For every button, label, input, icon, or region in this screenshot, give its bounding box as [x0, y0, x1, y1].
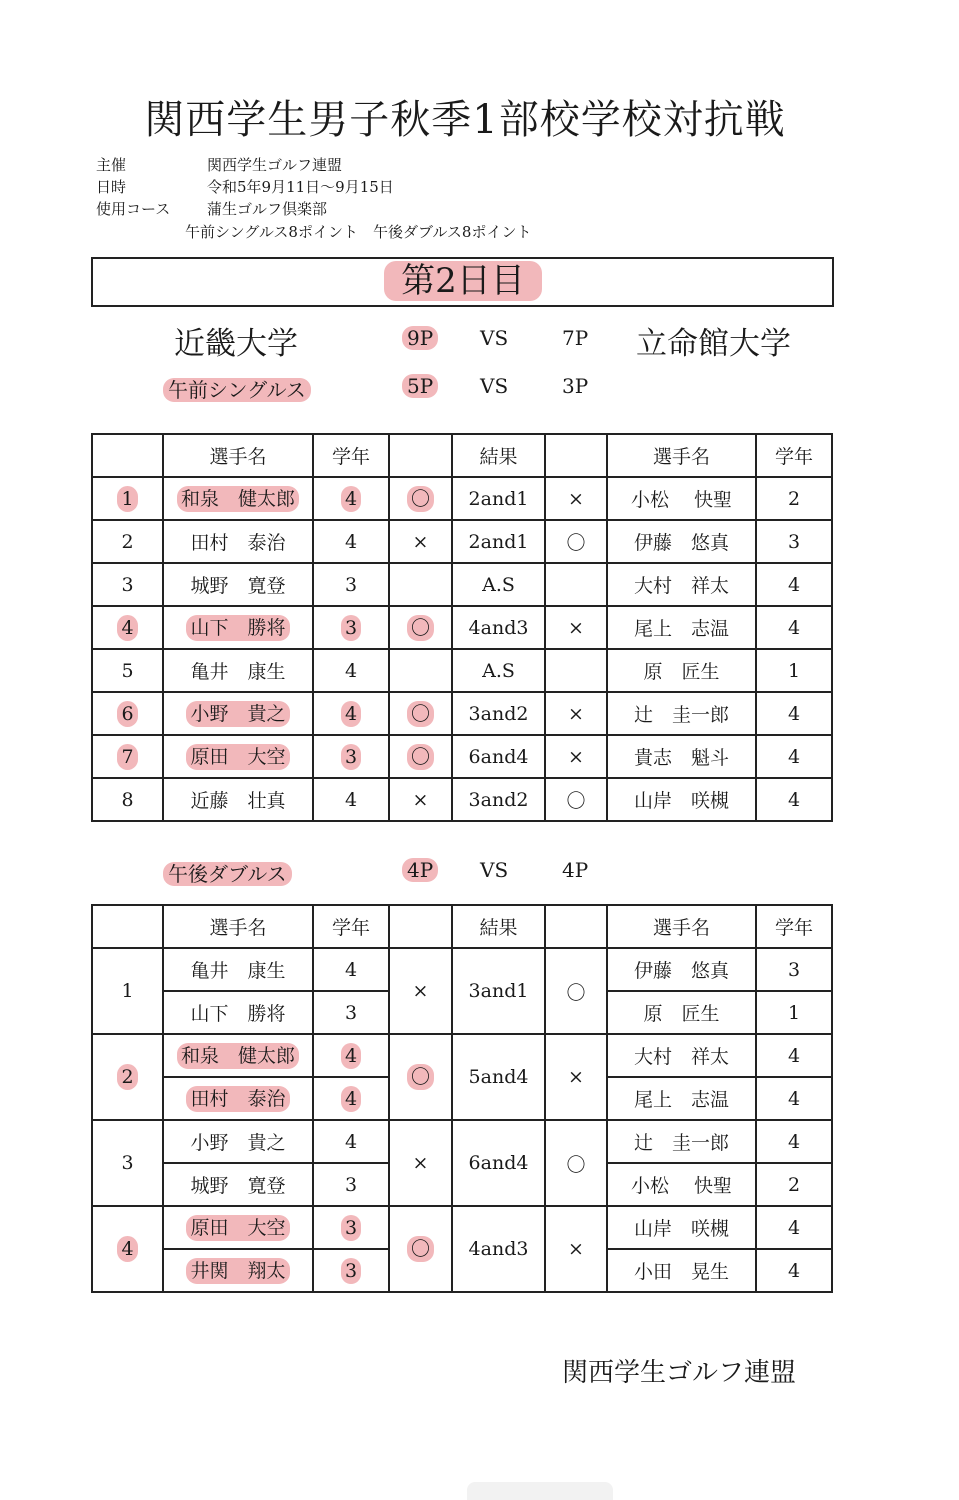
match-number: [92, 477, 163, 520]
team-a-total-score: 9P: [402, 326, 438, 350]
match-result: A.S: [452, 649, 545, 692]
pair-a-result-mark: ×: [389, 1120, 452, 1206]
player-b-grade: 4: [756, 606, 832, 649]
pair-a-result-mark: ×: [389, 948, 452, 1034]
player-b-grade: 4: [756, 563, 832, 606]
pair-a-result-mark-highlight: 〇: [407, 1064, 434, 1090]
doubles-score-b: 4P: [562, 858, 589, 882]
match-result: 3and2: [452, 778, 545, 821]
player-a1-grade: 4: [313, 1120, 389, 1163]
table-header-row: [92, 905, 832, 948]
player-b-name: 尾上 志温: [607, 606, 756, 649]
player-a-name: 亀井 康生: [163, 649, 313, 692]
pair-number: [92, 1034, 163, 1120]
player-a-name: [163, 735, 313, 778]
singles-label: 午前シングルス: [163, 378, 311, 402]
player-b-result-mark: ×: [545, 692, 607, 735]
player-a1-grade-highlight: 3: [341, 1215, 361, 1241]
pair-a-result-mark: [389, 1034, 452, 1120]
match-number-highlight: 7: [117, 744, 137, 770]
player-b-grade: 3: [756, 520, 832, 563]
player-a-result-mark: ×: [389, 520, 452, 563]
player-a1-name: 亀井 康生: [163, 948, 313, 991]
info-label-date: 日時: [96, 178, 127, 196]
player-a-name-highlight: 小野 貴之: [186, 701, 289, 727]
pair-number-highlight: 2: [117, 1064, 137, 1090]
info-value-organizer: 関西学生ゴルフ連盟: [207, 156, 343, 174]
info-label-organizer: 主催: [96, 156, 127, 174]
match-number: [92, 692, 163, 735]
player-b1-name: 伊藤 悠真: [607, 948, 756, 991]
match-number: 5: [92, 649, 163, 692]
player-b1-grade: 4: [756, 1034, 832, 1077]
player-a2-grade: [313, 1077, 389, 1120]
player-b-result-mark: ×: [545, 477, 607, 520]
match-result: 6and4: [452, 1120, 545, 1206]
pair-a-result-mark-highlight: 〇: [407, 1236, 434, 1262]
player-a-result-mark: [389, 563, 452, 606]
player-a-grade-highlight: 4: [341, 701, 361, 727]
page-title: 関西学生男子秋季1部校学校対抗戦: [144, 97, 786, 143]
match-result: 2and1: [452, 477, 545, 520]
player-a-result-mark: [389, 692, 452, 735]
doubles-table: [91, 904, 833, 1293]
footer-organizer: 関西学生ゴルフ連盟: [562, 1358, 797, 1388]
info-label-course: 使用コース: [96, 200, 171, 218]
table-row: [92, 1206, 832, 1249]
match-number: 2: [92, 520, 163, 563]
player-a2-name: [163, 1077, 313, 1120]
match-vs: VS: [480, 326, 509, 350]
player-b2-grade: 1: [756, 991, 832, 1034]
column-header: 学年: [756, 905, 832, 948]
column-header: [92, 434, 163, 477]
table-row: [92, 1034, 832, 1077]
column-header: [389, 434, 452, 477]
player-a2-grade: [313, 1249, 389, 1292]
table-row: [92, 649, 832, 692]
singles-vs: VS: [480, 374, 509, 398]
player-a2-name-highlight: 井関 翔太: [186, 1258, 289, 1284]
player-b-name: 貴志 魁斗: [607, 735, 756, 778]
player-a-grade-highlight: 3: [341, 744, 361, 770]
match-result: A.S: [452, 563, 545, 606]
table-header-row: [92, 434, 832, 477]
player-b-result-mark: ×: [545, 606, 607, 649]
player-a-result-mark-highlight: 〇: [407, 615, 434, 641]
table-row: [92, 563, 832, 606]
player-b-result-mark: ×: [545, 735, 607, 778]
table-row: [92, 948, 832, 991]
player-b1-grade: 4: [756, 1120, 832, 1163]
player-b2-grade: 4: [756, 1249, 832, 1292]
column-header: 選手名: [607, 905, 756, 948]
player-a1-grade: [313, 1034, 389, 1077]
column-header: 選手名: [607, 434, 756, 477]
pair-number: [92, 1206, 163, 1292]
format-line: 午前シングルス8ポイント 午後ダブルス8ポイント: [185, 223, 532, 241]
team-a-name: 近畿大学: [174, 326, 298, 362]
player-a-grade-highlight: 4: [341, 486, 361, 512]
player-b-result-mark: [545, 649, 607, 692]
column-header: 学年: [313, 434, 389, 477]
pair-b-result-mark: 〇: [545, 1120, 607, 1206]
info-value-course: 蒲生ゴルフ倶楽部: [207, 200, 328, 218]
player-a2-grade-highlight: 4: [341, 1086, 361, 1112]
player-b-grade: 1: [756, 649, 832, 692]
player-a-grade-highlight: 3: [341, 615, 361, 641]
pair-b-result-mark: ×: [545, 1034, 607, 1120]
player-a-result-mark: ×: [389, 778, 452, 821]
column-header: 結果: [452, 434, 545, 477]
player-a-result-mark: [389, 735, 452, 778]
player-b-grade: 2: [756, 477, 832, 520]
player-b-name: 辻 圭一郎: [607, 692, 756, 735]
player-a1-grade-highlight: 4: [341, 1043, 361, 1069]
column-header: [389, 905, 452, 948]
player-a-name-highlight: 山下 勝将: [186, 615, 289, 641]
player-a-grade: [313, 477, 389, 520]
column-header: 選手名: [163, 434, 313, 477]
player-a-name-highlight: 原田 大空: [186, 744, 289, 770]
player-a-grade: 4: [313, 649, 389, 692]
player-b-grade: 4: [756, 692, 832, 735]
player-a1-name-highlight: 原田 大空: [186, 1215, 289, 1241]
player-a-grade: 3: [313, 563, 389, 606]
player-a-grade: 4: [313, 520, 389, 563]
player-b-name: 大村 祥太: [607, 563, 756, 606]
player-a2-grade: 3: [313, 991, 389, 1034]
doubles-label: 午後ダブルス: [163, 862, 292, 886]
match-result: 3and2: [452, 692, 545, 735]
player-a2-grade: 3: [313, 1163, 389, 1206]
player-b1-name: 山岸 咲槻: [607, 1206, 756, 1249]
pair-b-result-mark: ×: [545, 1206, 607, 1292]
player-a-result-mark: [389, 606, 452, 649]
table-row: [92, 1120, 832, 1163]
column-header: 選手名: [163, 905, 313, 948]
match-number-highlight: 1: [117, 486, 137, 512]
player-a-name: 近藤 壮真: [163, 778, 313, 821]
column-header: [545, 434, 607, 477]
column-header: 結果: [452, 905, 545, 948]
player-a1-name: 小野 貴之: [163, 1120, 313, 1163]
player-a-name: [163, 692, 313, 735]
match-result: 4and3: [452, 1206, 545, 1292]
player-a-grade: [313, 606, 389, 649]
player-a-result-mark-highlight: 〇: [407, 701, 434, 727]
player-a2-name: 城野 寛登: [163, 1163, 313, 1206]
pair-b-result-mark: 〇: [545, 948, 607, 1034]
player-a2-name: 山下 勝将: [163, 991, 313, 1034]
match-result: 5and4: [452, 1034, 545, 1120]
player-a2-name-highlight: 田村 泰治: [186, 1086, 289, 1112]
column-header: [545, 905, 607, 948]
player-b-grade: 4: [756, 778, 832, 821]
match-number: [92, 735, 163, 778]
player-b-result-mark: 〇: [545, 520, 607, 563]
scroll-handle[interactable]: [467, 1482, 613, 1500]
player-a-result-mark-highlight: 〇: [407, 486, 434, 512]
player-b-grade: 4: [756, 735, 832, 778]
player-a1-name-highlight: 和泉 健太郎: [177, 1043, 299, 1069]
column-header: 学年: [313, 905, 389, 948]
column-header: [92, 905, 163, 948]
player-b-name: 原 匠生: [607, 649, 756, 692]
player-b2-grade: 4: [756, 1077, 832, 1120]
pair-number: 1: [92, 948, 163, 1034]
pair-number-highlight: 4: [117, 1236, 137, 1262]
player-b-name: 小松 快聖: [607, 477, 756, 520]
team-b-total-score: 7P: [562, 326, 589, 350]
player-a1-grade: 4: [313, 948, 389, 991]
player-a-grade: [313, 735, 389, 778]
player-a-name: 田村 泰治: [163, 520, 313, 563]
match-result: 2and1: [452, 520, 545, 563]
player-b-result-mark: [545, 563, 607, 606]
match-number-highlight: 6: [117, 701, 137, 727]
match-result: 4and3: [452, 606, 545, 649]
player-a-grade: [313, 692, 389, 735]
player-a1-name: [163, 1206, 313, 1249]
match-result: 6and4: [452, 735, 545, 778]
match-number-highlight: 4: [117, 615, 137, 641]
table-row: [92, 692, 832, 735]
player-b1-name: 大村 祥太: [607, 1034, 756, 1077]
doubles-vs: VS: [480, 858, 509, 882]
player-a1-name: [163, 1034, 313, 1077]
pair-a-result-mark: [389, 1206, 452, 1292]
pair-number: 3: [92, 1120, 163, 1206]
match-number: [92, 606, 163, 649]
player-b2-grade: 2: [756, 1163, 832, 1206]
player-b2-name: 尾上 志温: [607, 1077, 756, 1120]
player-b1-grade: 3: [756, 948, 832, 991]
player-b-name: 山岸 咲槻: [607, 778, 756, 821]
singles-table: [91, 433, 833, 822]
player-a2-name: [163, 1249, 313, 1292]
player-b2-name: 小松 快聖: [607, 1163, 756, 1206]
column-header: 学年: [756, 434, 832, 477]
table-row: [92, 477, 832, 520]
player-a-name-highlight: 和泉 健太郎: [177, 486, 299, 512]
player-a-name: [163, 606, 313, 649]
player-a-grade: 4: [313, 778, 389, 821]
doubles-score-a: 4P: [402, 858, 438, 882]
day-label: 第2日目: [384, 261, 542, 301]
player-a-result-mark: [389, 649, 452, 692]
table-row: [92, 520, 832, 563]
singles-score-b: 3P: [562, 374, 589, 398]
player-a2-grade-highlight: 3: [341, 1258, 361, 1284]
match-number: 8: [92, 778, 163, 821]
singles-score-a: 5P: [402, 374, 438, 398]
table-row: [92, 606, 832, 649]
match-number: 3: [92, 563, 163, 606]
player-a-name: 城野 寛登: [163, 563, 313, 606]
player-b-result-mark: 〇: [545, 778, 607, 821]
player-b-name: 伊藤 悠真: [607, 520, 756, 563]
player-a-result-mark: [389, 477, 452, 520]
player-a1-grade: [313, 1206, 389, 1249]
match-result: 3and1: [452, 948, 545, 1034]
player-b2-name: 小田 晃生: [607, 1249, 756, 1292]
table-row: [92, 778, 832, 821]
table-row: [92, 735, 832, 778]
team-b-name: 立命館大学: [636, 326, 791, 362]
info-value-date: 令和5年9月11日～9月15日: [207, 178, 394, 196]
player-b2-name: 原 匠生: [607, 991, 756, 1034]
player-a-result-mark-highlight: 〇: [407, 744, 434, 770]
player-b1-name: 辻 圭一郎: [607, 1120, 756, 1163]
player-a-name: [163, 477, 313, 520]
player-b1-grade: 4: [756, 1206, 832, 1249]
